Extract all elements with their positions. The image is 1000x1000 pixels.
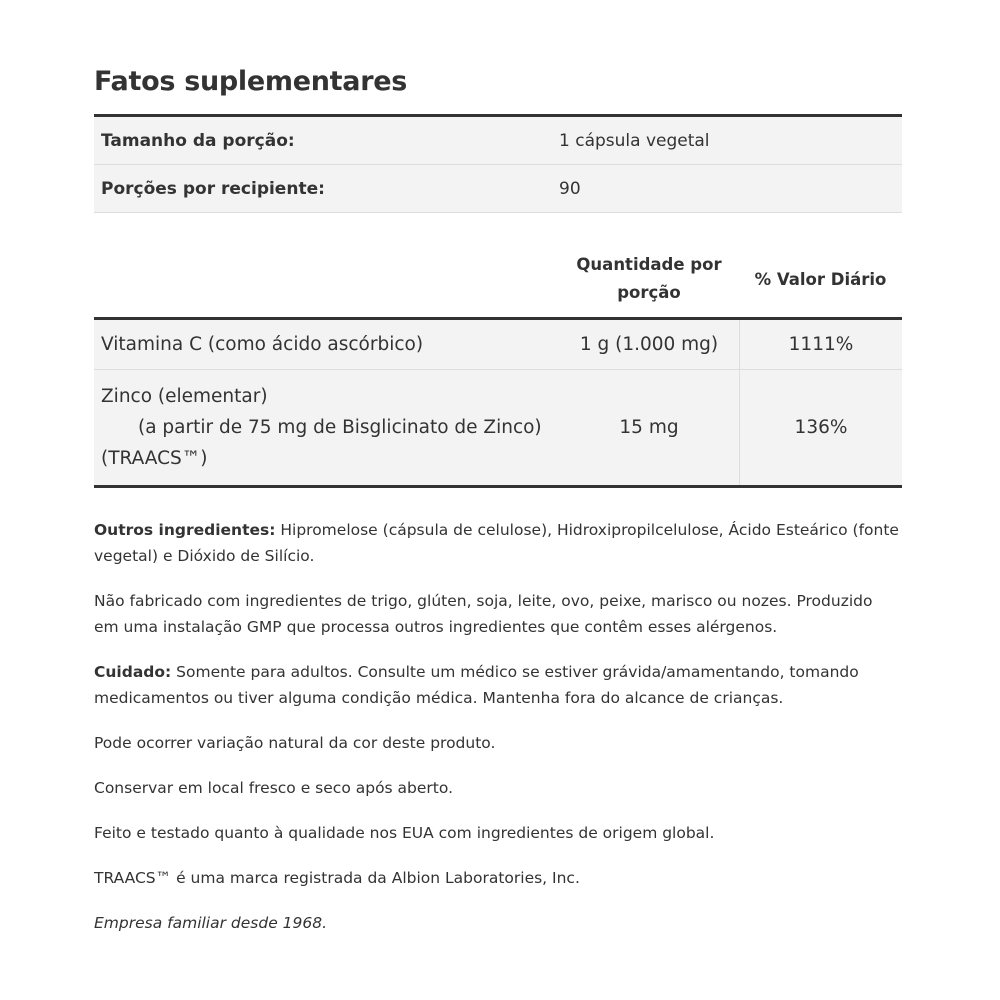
serving-size-label: Tamanho da porção: xyxy=(101,130,295,151)
page-title: Fatos suplementares xyxy=(94,66,407,97)
nutrient-trademark: (TRAACS™) xyxy=(101,448,208,469)
family-owned-note: Empresa familiar desde 1968. xyxy=(94,914,328,932)
amount-header-line1: Quantidade por xyxy=(576,255,722,274)
table-row xyxy=(94,320,902,370)
serving-size-value: 1 cápsula vegetal xyxy=(559,130,710,151)
color-variation-note: Pode ocorrer variação natural da cor deste produto. xyxy=(94,734,496,752)
nutrient-table xyxy=(94,247,902,488)
other-ingredients xyxy=(94,517,902,569)
caution-label: Cuidado: xyxy=(94,663,172,681)
amount-header-line2: porção xyxy=(617,283,681,302)
trademark-note: TRAACS™ é uma marca registrada da Albion Laboratories, Inc. xyxy=(94,869,580,887)
nutrient-amount: 1 g (1.000 mg) xyxy=(579,334,719,355)
caution-statement xyxy=(94,659,902,711)
serving-size-row xyxy=(94,117,902,165)
storage-note: Conservar em local fresco e seco após aberto. xyxy=(94,779,454,797)
allergen-statement: Não fabricado com ingredientes de trigo, glúten, soja, leite, ovo, peixe, marisco ou nozes. Produzido em uma instalação GMP que processa outros ingredientes que contêm esses alérgenos. xyxy=(94,592,873,636)
nutrient-name-main: Zinco (elementar) xyxy=(101,386,268,407)
other-ingredients-label: Outros ingredientes: xyxy=(94,521,276,539)
caution-text: Somente para adultos. Consulte um médico se estiver grávida/amamentando, tomando medicamentos ou tiver alguma condição médica. Mantenha fora do alcance de crianças. xyxy=(94,663,859,707)
servings-per-container-label: Porções por recipiente: xyxy=(101,178,325,199)
nutrient-source: (a partir de 75 mg de Bisglicinato de Zinco) xyxy=(138,417,542,438)
daily-value-header: % Valor Diário xyxy=(754,270,887,289)
product-notes xyxy=(94,517,902,955)
amount-per-serving-header xyxy=(559,251,739,317)
other-ingredients-text: Hipromelose (cápsula de celulose), Hidroxipropilcelulose, Ácido Esteárico (fonte vegetal) e Dióxido de Silício. xyxy=(94,521,899,565)
nutrient-table-header xyxy=(94,247,902,320)
nutrient-name xyxy=(94,370,559,485)
nutrient-daily-value: 136% xyxy=(739,370,902,485)
servings-per-container-value: 90 xyxy=(559,178,581,199)
servings-per-container-row xyxy=(94,165,902,213)
table-row xyxy=(94,370,902,488)
nutrient-amount: 15 mg xyxy=(619,417,679,438)
serving-info-table xyxy=(94,114,902,213)
made-in-note: Feito e testado quanto à qualidade nos EUA com ingredientes de origem global. xyxy=(94,824,715,842)
nutrient-daily-value: 1111% xyxy=(739,320,902,369)
nutrient-name: Vitamina C (como ácido ascórbico) xyxy=(101,334,424,355)
